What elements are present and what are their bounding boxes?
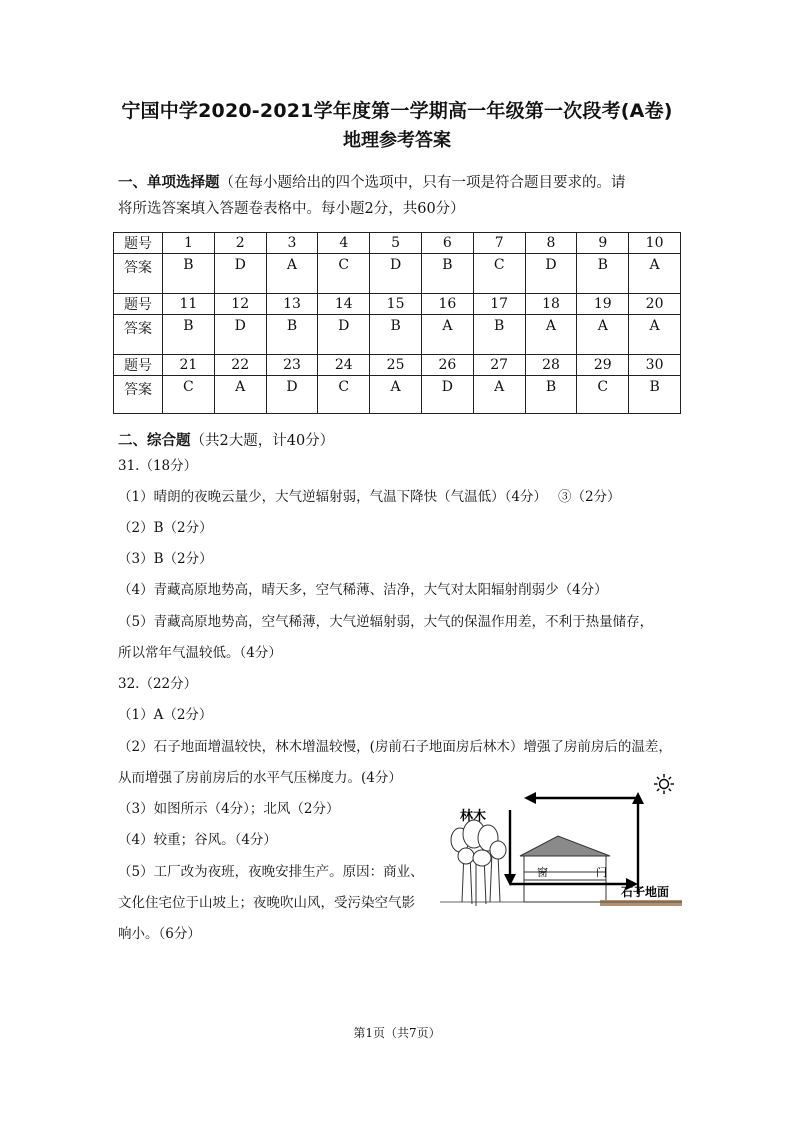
circulation-diagram: [440, 772, 685, 914]
answer-cell: D: [370, 254, 422, 294]
question-number-row: [114, 294, 681, 315]
answer-table: [113, 232, 681, 414]
answer-cell: A: [266, 254, 318, 294]
answer-cell: C: [318, 376, 370, 414]
q32-answer-5: （5）工厂改为夜班，夜晚安排生产。原因：商业、: [118, 864, 424, 880]
answer-cell: B: [525, 376, 577, 414]
gravel-ground: [600, 900, 682, 906]
trees-illustration: [451, 820, 506, 906]
question-number-cell: 3: [266, 233, 318, 254]
question-number-cell: 14: [318, 294, 370, 315]
question-number-cell: 6: [421, 233, 473, 254]
q31-answer-5-cont: 所以常年气温较低。（4分）: [118, 645, 282, 661]
section2-title: 二、综合题: [118, 433, 191, 449]
question-number-cell: 8: [525, 233, 577, 254]
answer-cell: C: [318, 254, 370, 294]
q32-answer-5-end: 响小。（6分）: [118, 926, 201, 942]
q31-answer-5: （5）青藏高原地势高，空气稀薄，大气逆辐射弱，大气的保温作用差，不利于热量储存，: [118, 614, 654, 630]
answer-cell: B: [473, 315, 525, 355]
question-number-cell: 15: [370, 294, 422, 315]
q32-answer-5-cont: 文化住宅位于山坡上；夜晚吹山风，受污染空气影: [118, 895, 415, 911]
question-number-row: [114, 233, 681, 254]
label-trees: 林木: [460, 809, 487, 824]
label-gravel-ground: 石子地面: [621, 885, 670, 899]
question-number-cell: 19: [577, 294, 629, 315]
question-number-cell: 25: [370, 355, 422, 376]
answer-cell: A: [421, 315, 473, 355]
question-number-cell: 23: [266, 355, 318, 376]
question-number-cell: 28: [525, 355, 577, 376]
number-label-cell: 题号: [114, 294, 163, 315]
q32-answer-4: （4）较重；谷风。（4分）: [118, 832, 277, 848]
question-number-cell: 5: [370, 233, 422, 254]
question-number-cell: 18: [525, 294, 577, 315]
label-window: 窗: [537, 866, 548, 879]
question-number-cell: 20: [629, 294, 681, 315]
number-label-cell: 题号: [114, 233, 163, 254]
question-number-cell: 7: [473, 233, 525, 254]
answer-cell: A: [629, 315, 681, 355]
q32-answer-1: （1）A（2分）: [118, 707, 213, 723]
q31-answer-1: （1）晴朗的夜晚云量少，大气逆辐射弱，气温下降快（气温低）（4分） ③（2分）: [118, 489, 621, 505]
section1-instruction-cont: 将所选答案填入答题卷表格中。每小题2分，共60分）: [118, 201, 465, 217]
answer-cell: B: [577, 254, 629, 294]
q32-answer-2-cont: 从而增强了房前房后的水平气压梯度力。(4分）: [118, 770, 402, 786]
question-number-cell: 29: [577, 355, 629, 376]
page-title: 宁国中学2020-2021学年度第一学期高一年级第一次段考(A卷): [121, 100, 673, 122]
q32-heading: 32.（22分）: [118, 676, 198, 692]
label-door: 门: [596, 866, 607, 879]
answer-cell: D: [214, 254, 266, 294]
section1-instruction: （在每小题给出的四个选项中，只有一项是符合题目要求的。请: [219, 175, 626, 191]
question-number-cell: 2: [214, 233, 266, 254]
answer-cell: A: [214, 376, 266, 414]
answer-cell: A: [525, 315, 577, 355]
question-number-cell: 21: [163, 355, 215, 376]
section2-note: （共2大题，计40分）: [190, 433, 335, 449]
page-subtitle: 地理参考答案: [343, 130, 451, 151]
answer-cell: B: [629, 376, 681, 414]
answer-cell: A: [370, 376, 422, 414]
section2-heading: [118, 428, 678, 454]
question-number-row: [114, 355, 681, 376]
answer-cell: B: [266, 315, 318, 355]
answer-cell: B: [421, 254, 473, 294]
q31-answer-2: （2）B（2分）: [118, 520, 213, 536]
q31-answer-3: （3）B（2分）: [118, 551, 213, 567]
question-number-cell: 30: [629, 355, 681, 376]
answer-cell: D: [214, 315, 266, 355]
q32-answer-2: （2）石子地面增温较快，林木增温较慢，(房前石子地面房后林木）增强了房前房后的温差，: [118, 739, 672, 755]
answer-cell: A: [577, 315, 629, 355]
answer-cell: B: [163, 254, 215, 294]
answer-label-cell: 答案: [114, 254, 163, 294]
answer-cell: D: [525, 254, 577, 294]
question-number-cell: 13: [266, 294, 318, 315]
answer-cell: D: [421, 376, 473, 414]
question-number-cell: 11: [163, 294, 215, 315]
answer-cell: D: [318, 315, 370, 355]
number-label-cell: 题号: [114, 355, 163, 376]
question-number-cell: 12: [214, 294, 266, 315]
question-number-cell: 1: [163, 233, 215, 254]
question-number-cell: 16: [421, 294, 473, 315]
section1-title: 一、单项选择题: [118, 175, 220, 191]
answer-cell: C: [163, 376, 215, 414]
q31-heading: 31.（18分）: [118, 458, 198, 474]
answer-cell: C: [577, 376, 629, 414]
q32-answer-3: （3）如图所示（4分）；北风（2分）: [118, 801, 340, 817]
question-number-cell: 17: [473, 294, 525, 315]
question-number-cell: 22: [214, 355, 266, 376]
answer-cell: C: [473, 254, 525, 294]
answer-cell: A: [629, 254, 681, 294]
question-number-cell: 4: [318, 233, 370, 254]
answer-cell: B: [163, 315, 215, 355]
answer-label-cell: 答案: [114, 376, 163, 414]
answer-row: [114, 315, 681, 355]
section1-heading: [118, 170, 678, 222]
question-number-cell: 27: [473, 355, 525, 376]
q31-answer-4: （4）青藏高原地势高，晴天多，空气稀薄、洁净，大气对太阳辐射削弱少（4分）: [118, 582, 608, 598]
question-number-cell: 10: [629, 233, 681, 254]
sun-icon: [654, 774, 674, 794]
answer-label-cell: 答案: [114, 315, 163, 355]
page-footer: 第1页（共7页）: [353, 1026, 441, 1040]
question-number-cell: 26: [421, 355, 473, 376]
answer-row: [114, 254, 681, 294]
answer-cell: B: [370, 315, 422, 355]
question-number-cell: 9: [577, 233, 629, 254]
answer-row: [114, 376, 681, 414]
answer-cell: A: [473, 376, 525, 414]
answer-cell: D: [266, 376, 318, 414]
question-number-cell: 24: [318, 355, 370, 376]
